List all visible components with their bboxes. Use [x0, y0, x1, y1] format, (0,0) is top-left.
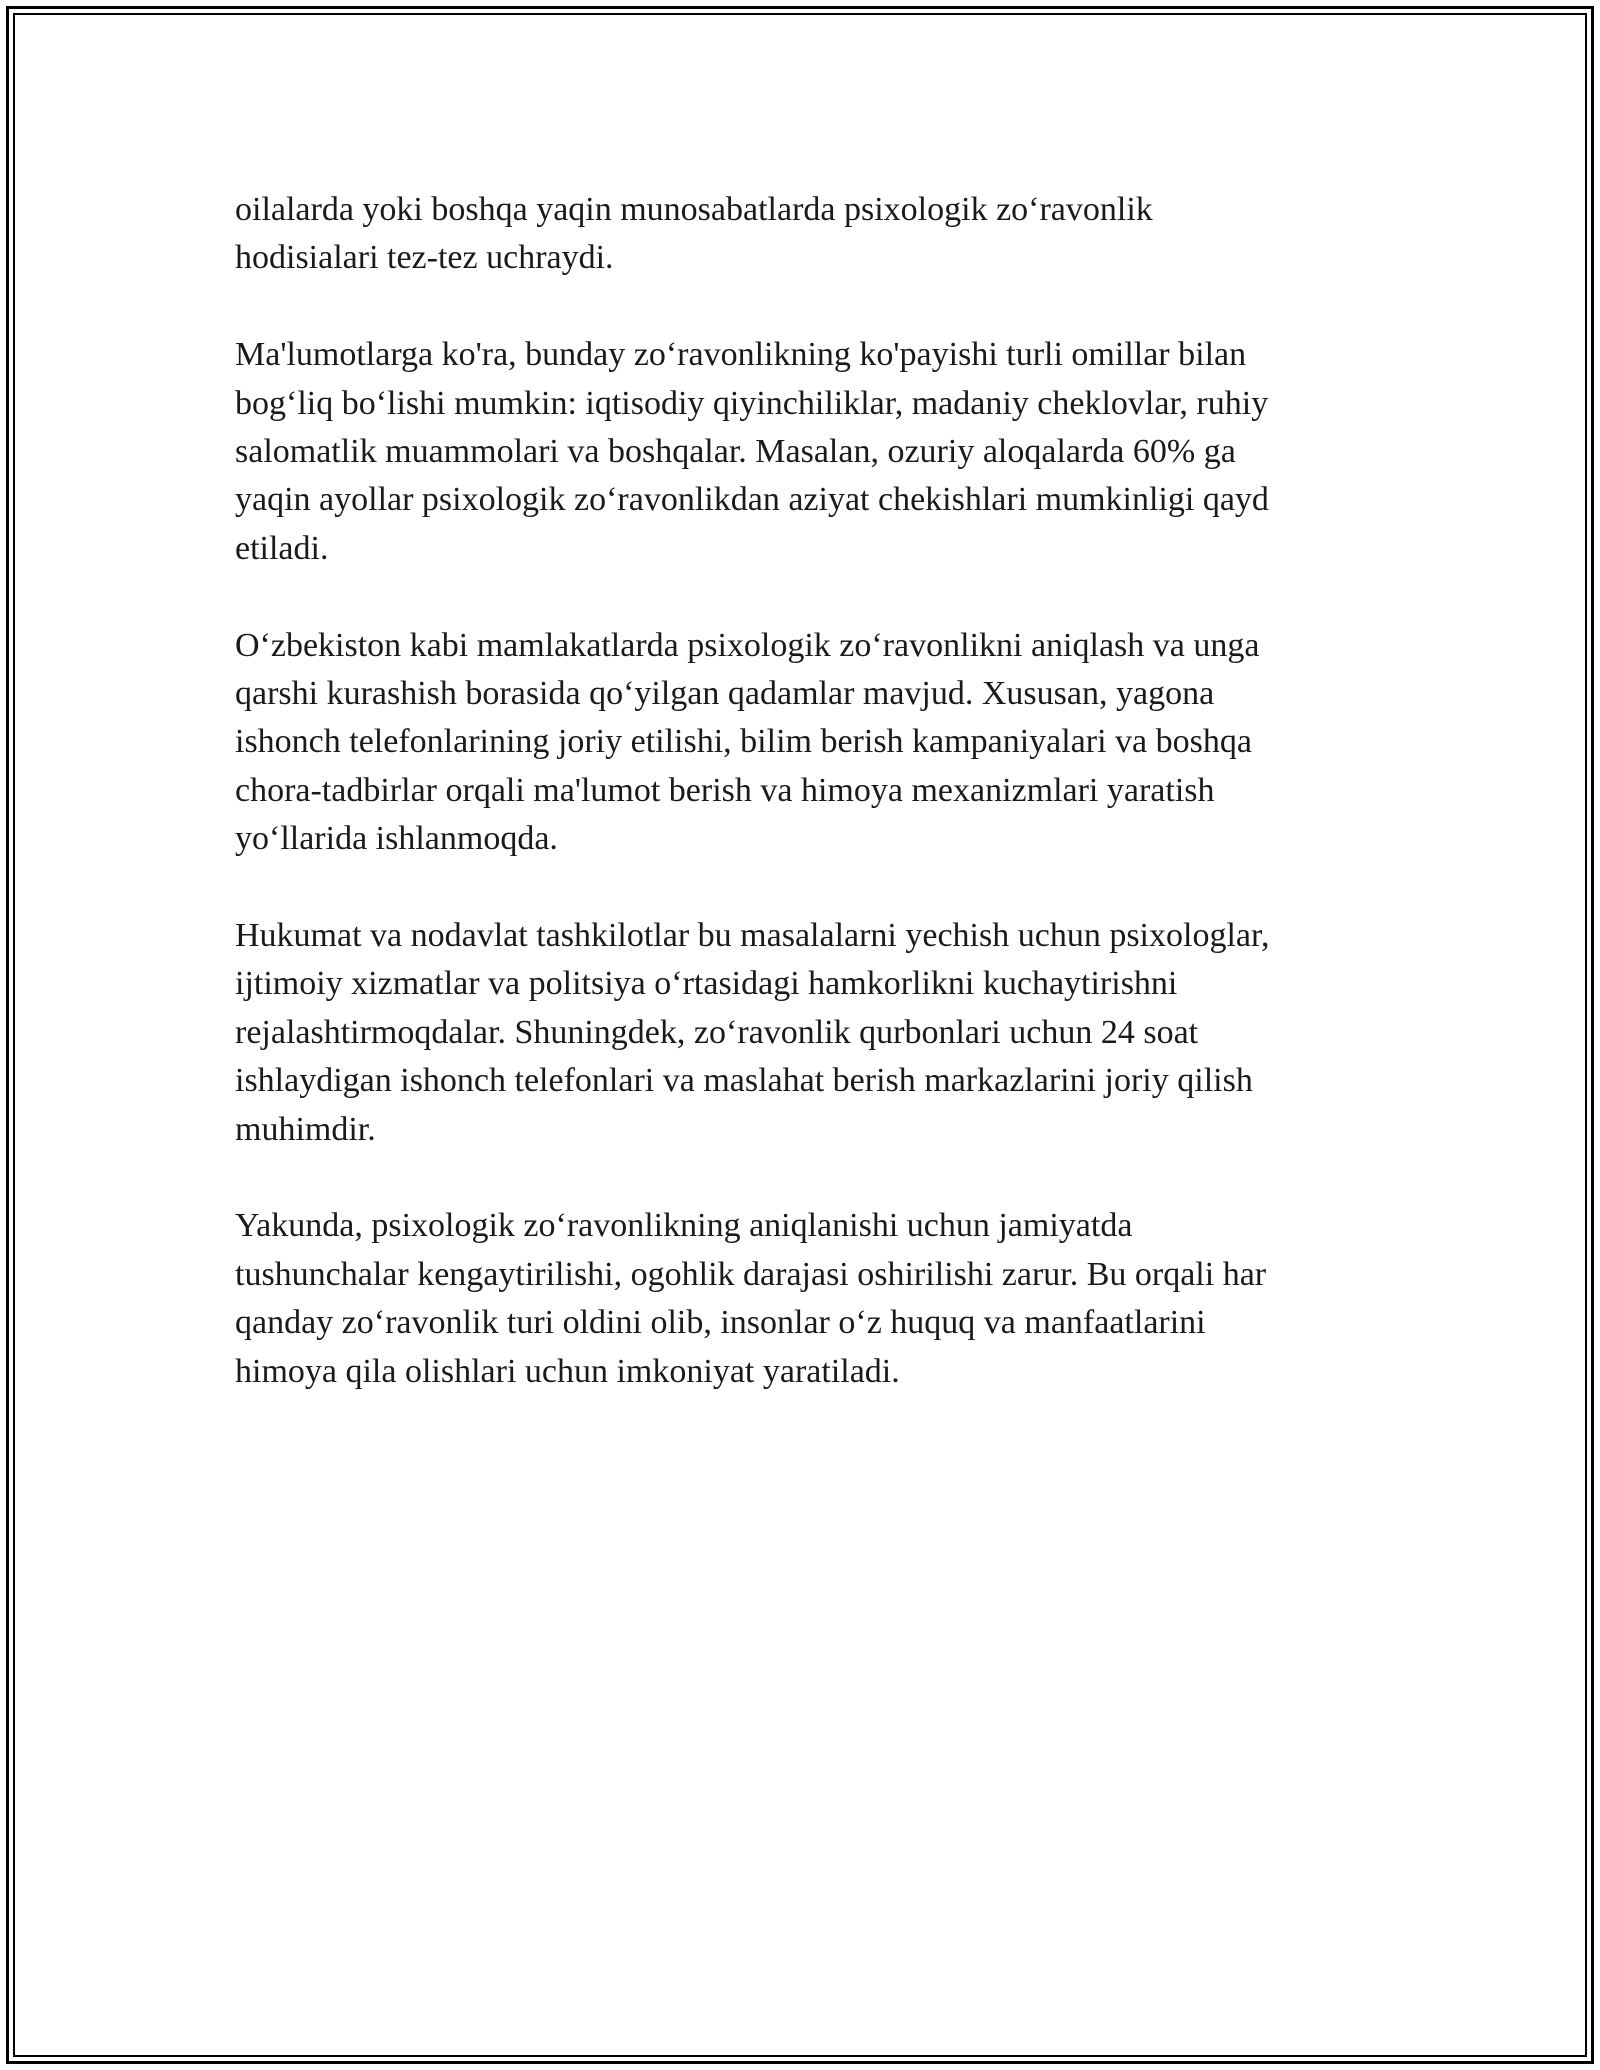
text-line: bog‘liq bo‘lishi mumkin: iqtisodiy qiyinchiliklar, madaniy cheklovlar, ruhiy	[235, 384, 1269, 422]
paragraph	[235, 331, 1375, 573]
paragraph	[235, 186, 1375, 283]
text-line: qanday zo‘ravonlik turi oldini olib, insonlar o‘z huquq va manfaatlarini	[235, 1304, 1206, 1342]
text-line: ishonch telefonlarining joriy etilishi, bilim berish kampaniyalari va boshqa	[235, 723, 1252, 761]
text-line: yo‘llarida ishlanmoqda.	[235, 820, 558, 858]
text-line: tushunchalar kengaytirilishi, ogohlik darajasi oshirilishi zarur. Bu orqali har	[235, 1255, 1267, 1293]
text-line: Hukumat va nodavlat tashkilotlar bu masalalarni yechish uchun psixologlar,	[235, 917, 1270, 955]
document-body	[235, 186, 1375, 1444]
text-line: salomatlik muammolari va boshqalar. Masalan, ozuriy aloqalarda 60% ga	[235, 433, 1236, 471]
text-line: qarshi kurashish borasida qo‘yilgan qadamlar mavjud. Xususan, yagona	[235, 675, 1215, 713]
text-line: O‘zbekiston kabi mamlakatlarda psixologik zo‘ravonlikni aniqlash va unga	[235, 626, 1260, 664]
paragraph	[235, 1202, 1375, 1396]
text-line: chora-tadbirlar orqali ma'lumot berish va himoya mexanizmlari yaratish	[235, 771, 1215, 809]
text-line: Ma'lumotlarga ko'ra, bunday zo‘ravonlikning ko'payishi turli omillar bilan	[235, 336, 1247, 374]
text-line: hodisialari tez-tez uchraydi.	[235, 239, 614, 277]
text-line: oilalarda yoki boshqa yaqin munosabatlarda psixologik zo‘ravonlik	[235, 191, 1153, 228]
paragraph	[235, 912, 1375, 1154]
text-line: ijtimoiy xizmatlar va politsiya o‘rtasidagi hamkorlikni kuchaytirishni	[235, 965, 1178, 1003]
text-line: rejalashtirmoqdalar. Shuningdek, zo‘ravonlik qurbonlari uchun 24 soat	[235, 1013, 1199, 1051]
text-line: etiladi.	[235, 529, 329, 567]
text-line: himoya qila olishlari uchun imkoniyat yaratiladi.	[235, 1352, 900, 1390]
text-line: muhimdir.	[235, 1110, 376, 1148]
text-line: yaqin ayollar psixologik zo‘ravonlikdan aziyat chekishlari mumkinligi qayd	[235, 481, 1269, 519]
text-line: Yakunda, psixologik zo‘ravonlikning aniqlanishi uchun jamiyatda	[235, 1207, 1133, 1245]
paragraph	[235, 622, 1375, 864]
text-line: ishlaydigan ishonch telefonlari va maslahat berish markazlarini joriy qilish	[235, 1062, 1253, 1100]
